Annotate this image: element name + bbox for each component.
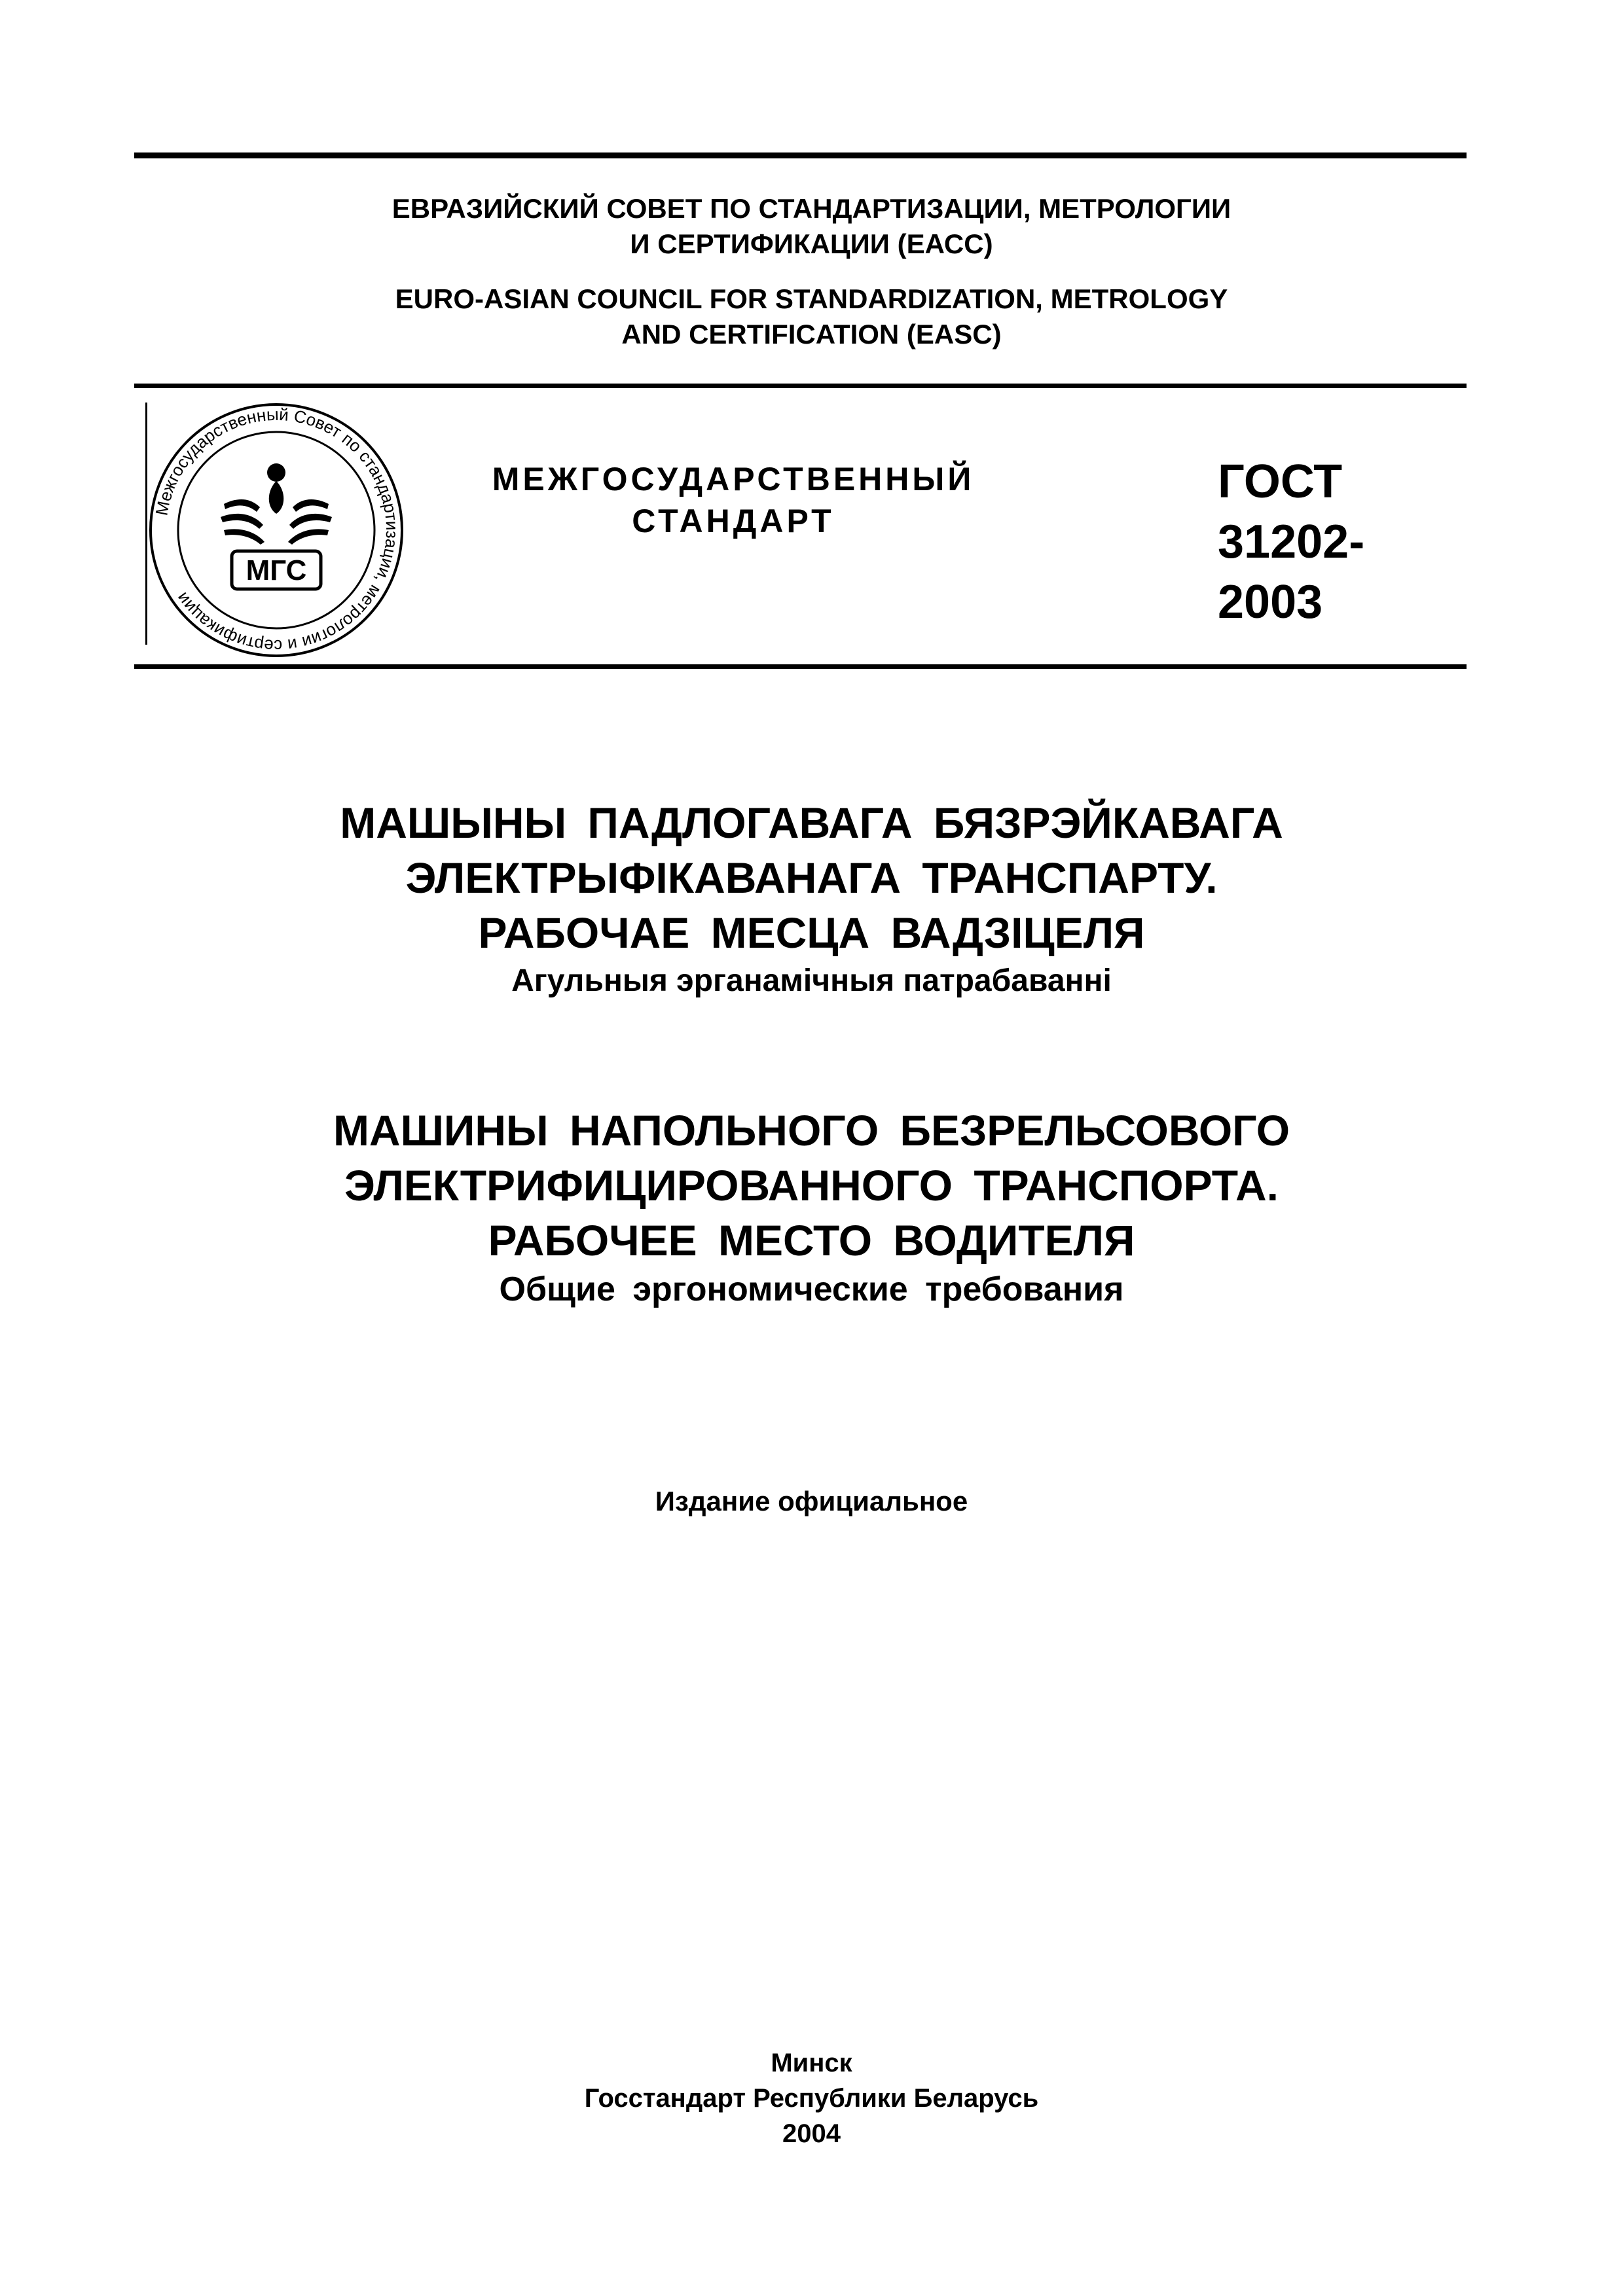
interstate-standard-label xyxy=(484,458,982,542)
title-be-line2: ЭЛЕКТРЫФІКАВАНАГА ТРАНСПАРТУ. xyxy=(405,853,1218,902)
council-bottom-rule xyxy=(134,384,1467,388)
title-russian xyxy=(0,1103,1623,1311)
council-block xyxy=(0,191,1623,352)
council-ru-line2: И СЕРТИФИКАЦИИ (ЕАСС) xyxy=(630,228,993,259)
title-ru-subtitle: Общие эргономические требования xyxy=(499,1270,1124,1308)
publisher-block xyxy=(0,2045,1623,2151)
interstate-line2: СТАНДАРТ xyxy=(632,503,835,539)
gost-line2: 31202- xyxy=(1218,516,1365,568)
emblem-ring-text: Межгосударственный Совет по стандартизации, метрологии и сертификации xyxy=(151,404,403,656)
council-en-line2: AND CERTIFICATION (EASC) xyxy=(621,319,1002,350)
publisher-year: 2004 xyxy=(782,2119,841,2148)
top-rule xyxy=(134,152,1467,158)
emblem-abbr: МГС xyxy=(246,554,307,586)
gost-line1: ГОСТ xyxy=(1218,456,1343,508)
title-ru-line3: РАБОЧЕЕ МЕСТО ВОДИТЕЛЯ xyxy=(488,1216,1135,1265)
council-en-line1: EURO-ASIAN COUNCIL FOR STANDARDIZATION, METROLOGY xyxy=(395,283,1228,314)
mgs-emblem xyxy=(145,399,407,661)
emblem-figure-icon xyxy=(221,463,332,545)
council-ru-line1: ЕВРАЗИЙСКИЙ СОВЕТ ПО СТАНДАРТИЗАЦИИ, МЕТРОЛОГИИ xyxy=(392,193,1231,224)
title-be-line1: МАШЫНЫ ПАДЛОГАВАГА БЯЗРЭЙКАВАГА xyxy=(340,798,1283,847)
title-ru-line1: МАШИНЫ НАПОЛЬНОГО БЕЗРЕЛЬСОВОГО xyxy=(333,1106,1290,1155)
title-ru-line2: ЭЛЕКТРИФИЦИРОВАННОГО ТРАНСПОРТА. xyxy=(344,1161,1279,1210)
publisher-city: Минск xyxy=(771,2049,852,2077)
emblem-inner-ring xyxy=(178,432,374,628)
edition-label: Издание официальное xyxy=(655,1486,968,1516)
interstate-line1: МЕЖГОСУДАРСТВЕННЫЙ xyxy=(492,461,975,497)
title-be-subtitle: Агульныя эрганамічныя патрабаванні xyxy=(511,963,1112,998)
publisher-name: Госстандарт Республики Беларусь xyxy=(584,2084,1039,2113)
title-belarusian xyxy=(0,795,1623,1002)
header-bottom-rule xyxy=(134,664,1467,669)
title-be-line3: РАБОЧАЕ МЕСЦА ВАДЗІЦЕЛЯ xyxy=(478,908,1145,957)
gost-number xyxy=(1218,452,1364,632)
gost-line3: 2003 xyxy=(1218,576,1323,628)
